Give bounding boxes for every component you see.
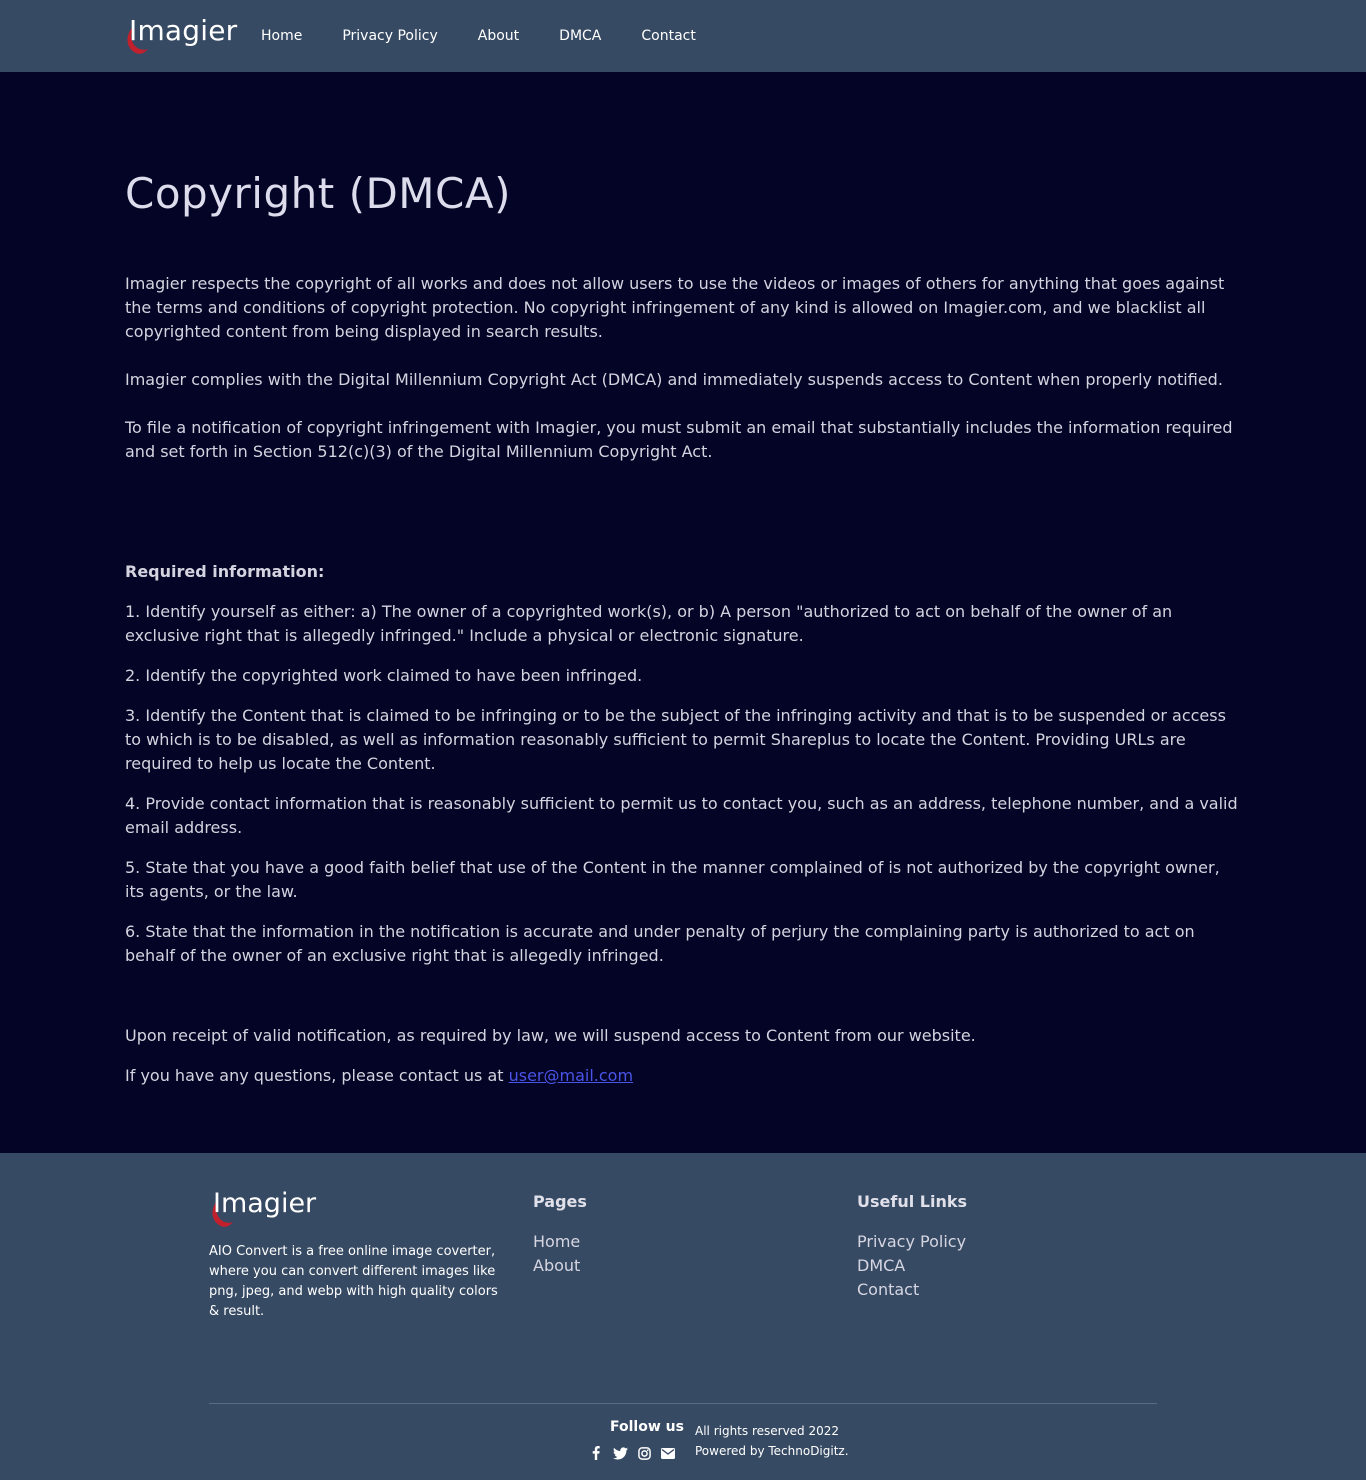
footer-pages-column bbox=[533, 1190, 587, 1278]
powered-by-text: Powered by TechnoDigitz. bbox=[695, 1444, 849, 1458]
footer-divider bbox=[209, 1403, 1157, 1404]
footer-useful-links-heading: Useful Links bbox=[857, 1192, 968, 1211]
footer-contact-link[interactable]: Contact bbox=[857, 1280, 920, 1299]
requirement-item: 4. Provide contact information that is reasonably sufficient to permit us to contact you, such as an address, telephone number, and a valid email address. bbox=[125, 794, 1238, 837]
requirement-item: 1. Identify yourself as either: a) The owner of a copyrighted work(s), or b) A person "authorized to act on behalf of the owner of an exclusive right that is allegedly infringed." Include a physical or electronic signature. bbox=[125, 602, 1173, 645]
intro-paragraph: Imagier respects the copyright of all works and does not allow users to use the videos or images of others for anything that goes against the terms and conditions of copyright protection. No copyright infringement of any kind is allowed on Imagier.com, and we blacklist all copyrighted content from being displayed in search results. bbox=[125, 274, 1225, 341]
requirement-item: 5. State that you have a good faith belief that use of the Content in the manner complained of is not authorized by the copyright owner, its agents, or the law. bbox=[125, 858, 1220, 901]
footer-pages-heading: Pages bbox=[533, 1192, 587, 1211]
email-icon[interactable] bbox=[659, 1445, 677, 1461]
footer-dmca-link[interactable]: DMCA bbox=[857, 1256, 906, 1275]
contact-email-link[interactable]: user@mail.com bbox=[508, 1066, 634, 1085]
nav-about-link[interactable]: About bbox=[477, 28, 520, 44]
twitter-icon[interactable] bbox=[611, 1445, 629, 1461]
logo-wordmark: Imagier bbox=[129, 14, 238, 47]
site-logo[interactable] bbox=[124, 14, 238, 58]
required-info-heading: Required information: bbox=[125, 562, 325, 581]
requirement-item: 2. Identify the copyrighted work claimed to have been infringed. bbox=[125, 666, 643, 685]
intro-paragraph: To file a notification of copyright infringement with Imagier, you must submit an email that substantially includes the information required and set forth in Section 512(c)(3) of the Digital Millennium Copyright Act. bbox=[125, 418, 1233, 461]
page-title: Copyright (DMCA) bbox=[125, 169, 511, 218]
requirement-item: 6. State that the information in the notification is accurate and under penalty of perjury the complaining party is authorized to act on behalf of the owner of an exclusive right that is allegedly infringed. bbox=[125, 922, 1195, 965]
logo-wordmark: Imagier bbox=[213, 1188, 317, 1219]
contact-paragraph bbox=[125, 1064, 1241, 1088]
footer-description: AIO Convert is a free online image coverter, where you can convert different images like png, jpeg, and webp with high quality colors & result. bbox=[209, 1244, 498, 1319]
follow-us-label: Follow us bbox=[610, 1419, 684, 1435]
nav-dmca-link[interactable]: DMCA bbox=[559, 28, 602, 44]
footer-useful-links-column bbox=[857, 1190, 967, 1302]
closing-paragraph: Upon receipt of valid notification, as required by law, we will suspend access to Content from our website. bbox=[125, 1026, 976, 1045]
footer-privacy-policy-link[interactable]: Privacy Policy bbox=[857, 1232, 967, 1251]
intro-paragraph: Imagier complies with the Digital Millennium Copyright Act (DMCA) and immediately suspends access to Content when properly notified. bbox=[125, 370, 1223, 389]
main-nav bbox=[261, 26, 736, 46]
footer-logo[interactable] bbox=[209, 1187, 319, 1231]
nav-contact-link[interactable]: Contact bbox=[641, 28, 696, 44]
nav-home-link[interactable]: Home bbox=[261, 28, 303, 44]
top-navbar bbox=[0, 0, 1366, 72]
site-footer bbox=[0, 1153, 1366, 1480]
nav-privacy-policy-link[interactable]: Privacy Policy bbox=[342, 28, 438, 44]
copyright-info bbox=[695, 1421, 849, 1461]
social-links bbox=[587, 1445, 683, 1461]
footer-about-link[interactable]: About bbox=[533, 1256, 581, 1275]
instagram-icon[interactable] bbox=[635, 1445, 653, 1461]
requirement-item: 3. Identify the Content that is claimed to be infringing or to be the subject of the infringing activity and that is to be suspended or access to which is to be disabled, as well as information reasonably sufficient to permit Shareplus to locate the Content. Providing URLs are required to help us locate the Content. bbox=[125, 706, 1226, 773]
rights-reserved-text: All rights reserved 2022 bbox=[695, 1424, 840, 1438]
facebook-icon[interactable] bbox=[587, 1445, 605, 1461]
contact-prefix: If you have any questions, please contact us at bbox=[125, 1066, 509, 1085]
footer-home-link[interactable]: Home bbox=[533, 1232, 581, 1251]
